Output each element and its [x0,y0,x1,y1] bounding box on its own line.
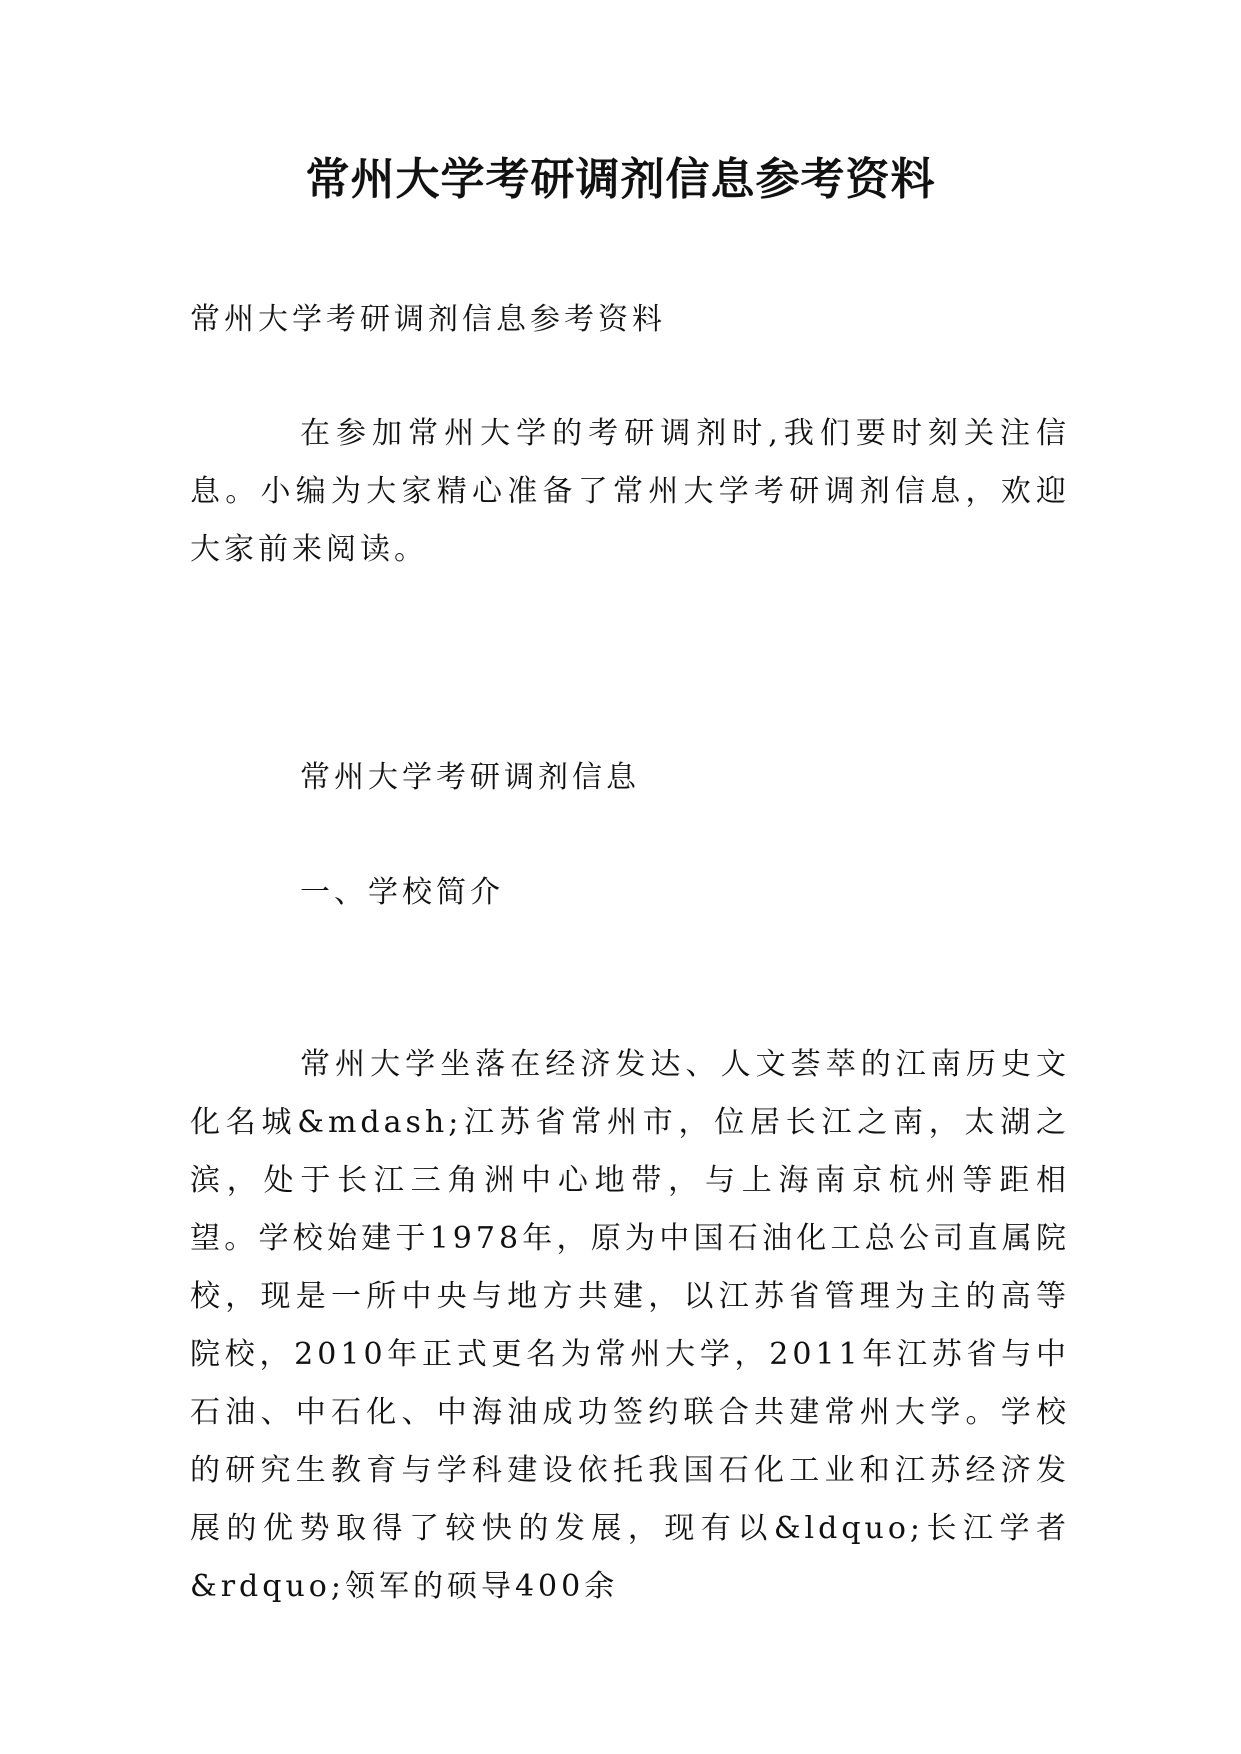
intro-paragraph: 在参加常州大学的考研调剂时,我们要时刻关注信息。小编为大家精心准备了常州大学考研调剂信息，欢迎大家前来阅读。 [190,416,1070,567]
section-title: 一、学校简介 [300,875,504,910]
document-title: 常州大学考研调剂信息参考资料 [305,154,936,205]
document-subtitle: 常州大学考研调剂信息参考资料 [190,302,666,337]
body-paragraph: 常州大学坐落在经济发达、人文荟萃的江南历史文化名城&mdash;江苏省常州市，位居长江之南，太湖之滨，处于长江三角洲中心地带，与上海南京杭州等距相望。学校始建于1978年，原为中国石油化工总公司直属院校，现是一所中央与地方共建，以江苏省管理为主的高等院校，2010年正式更名为常州大学，2011年江苏省与中石油、中石化、中海油成功签约联合共建常州大学。学校的研究生教育与学科建设依托我国石化工业和江苏经济发展的优势取得了较快的发展，现有以&ldquo;长江学者&rdquo;领军的硕导400余 [190,1047,1070,1604]
section-heading: 常州大学考研调剂信息 [300,760,640,795]
